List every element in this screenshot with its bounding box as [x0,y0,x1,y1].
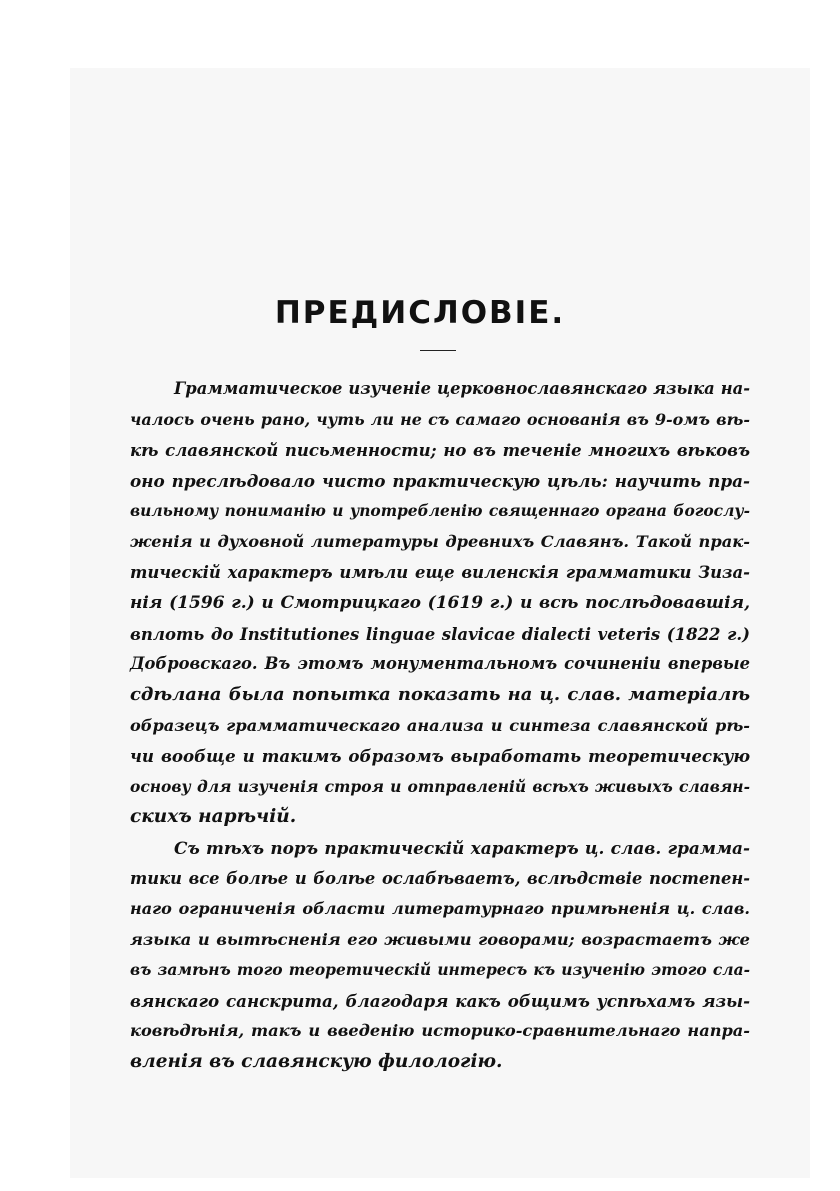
text-line: вленія въ славянскую филологію. [130,1051,503,1073]
text-line: вянскаго санскрита, благодаря какъ общимъ успѣхамъ язы- [130,990,750,1011]
text-line: вплоть до Institutiones linguae slavicae dialecti veteris (1822 г.) [130,623,750,644]
text-line: тики все болѣе и болѣе ослабѣваетъ, вслѣдствіе постепен- [130,868,750,888]
text-line: скихъ нарѣчій. [130,806,297,828]
text-line: чи вообще и такимъ образомъ выработать теоретическую [130,746,750,767]
paragraph-1 [130,374,750,833]
text-line: ковѣдѣнія, такъ и введенію историко-сравнительнаго напра- [130,1021,750,1041]
page-title: ПРЕДИСЛОВІЕ. [274,295,566,331]
text-line: наго ограниченія области литературнаго примѣненія ц. слав. [130,899,750,919]
text-line: образецъ грамматическаго анализа и синтеза славянской рѣ- [130,715,750,735]
text-line: сдѣлана была попытка показать на ц. слав. матеріалѣ [130,683,750,705]
text-line: языка и вытѣсненія его живыми говорами; возрастаетъ же [130,929,750,949]
text-line: Грамматическое изученіе церковнославянскаго языка на- [174,379,750,398]
text-line: вильному пониманію и употребленію священнаго органа богослу- [130,502,750,521]
text-line: основу для изученія строя и отправленій всѣхъ живыхъ славян- [130,776,750,796]
paragraph-2 [130,833,750,1078]
body-text [130,374,750,1078]
text-line: тическій характеръ имѣли еще виленскія грамматики Зиза- [130,562,750,582]
text-line: женія и духовной литературы древнихъ Славянъ. Такой прак- [130,531,750,551]
text-line: оно преслѣдовало чисто практическую цѣль: научить пра- [130,470,750,491]
text-line: нія (1596 г.) и Смотрицкаго (1619 г.) и всѣ послѣдовавшія, [130,593,750,614]
title-divider [420,350,456,351]
text-line: Добровскаго. Въ этомъ монументальномъ сочиненіи впервые [130,654,750,674]
text-line: чалось очень рано, чуть ли не съ самаго основанія въ 9-омъ вѣ- [130,409,750,429]
text-line: Съ тѣхъ поръ практическій характеръ ц. слав. грамма- [174,837,750,858]
text-line: кѣ славянской письменности; но въ теченіе многихъ вѣковъ [130,440,750,461]
text-line: въ замѣнъ того теоретическій интересъ къ изученію этого сла- [130,961,750,980]
